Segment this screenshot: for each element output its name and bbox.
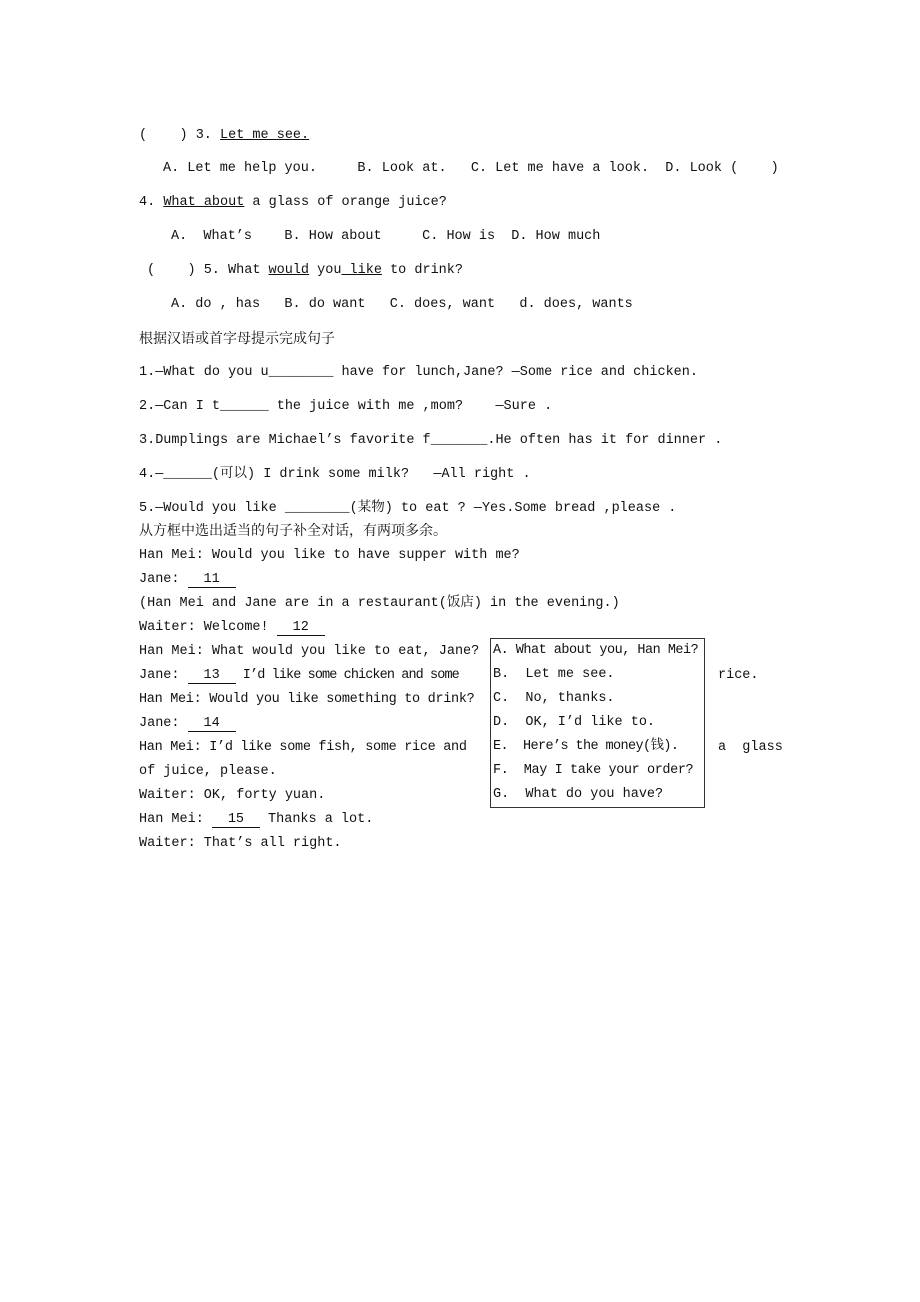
section-heading: 根据汉语或首字母提示完成句子 — [139, 331, 335, 347]
blank-14: 14 — [188, 716, 236, 732]
underlined-word: like — [341, 263, 382, 278]
blank-13: 13 — [188, 668, 236, 684]
question-rest: to drink? — [381, 263, 463, 278]
dialog-line: Waiter: That’s all right. — [139, 836, 342, 851]
speaker: Han Mei: — [139, 812, 212, 827]
blank-15: 15 — [212, 812, 260, 828]
dialog-line: of juice, please. — [139, 764, 277, 779]
option-e: E. Here’s the money(钱). — [493, 739, 679, 754]
blank-12: 12 — [277, 620, 325, 636]
dialog-text: Thanks a lot. — [259, 812, 374, 827]
option-b: B. Let me see. — [493, 667, 615, 682]
option-a: A. What about you, Han Mei? — [493, 643, 699, 658]
question-stem: Let me see. — [220, 128, 310, 143]
option-c: C. No, thanks. — [493, 691, 615, 706]
underlined-phrase: What about — [163, 195, 245, 210]
dialog-line: (Han Mei and Jane are in a restaurant(饭店) in the evening.) — [139, 596, 620, 611]
speaker: Waiter: Welcome! — [139, 620, 277, 635]
dialog-line — [139, 667, 459, 685]
sentence-5: 5.—Would you like ________(某物) to eat ? —Yes.Some bread ,please . — [139, 501, 677, 516]
question-mid: you — [309, 263, 342, 278]
dialog-line: Han Mei: Would you like something to drink? — [139, 692, 475, 707]
dialog-line: Han Mei: What would you like to eat, Jane? — [139, 644, 480, 659]
question-3-options: A. Let me help you. B. Look at. C. Let me have a look. D. Look ( ) — [163, 161, 779, 176]
question-3 — [139, 127, 309, 145]
sentence-2: 2.—Can I t______ the juice with me ,mom? —Sure . — [139, 399, 553, 414]
speaker: Jane: — [139, 716, 188, 731]
dialog-line: Han Mei: I’d like some fish, some rice and — [139, 740, 467, 755]
question-4 — [139, 194, 447, 212]
blank-11: 11 — [188, 572, 236, 588]
speaker: Jane: — [139, 572, 188, 587]
sentence-1: 1.—What do you u________ have for lunch,Jane? —Some rice and chicken. — [139, 365, 698, 380]
question-5-options: A. do , has B. do want C. does, want d. does, wants — [171, 297, 633, 312]
dialog-text: I’d like some chicken and some — [235, 668, 459, 683]
speaker: Jane: — [139, 668, 188, 683]
sentence-4: 4.—______(可以) I drink some milk? —All right . — [139, 467, 531, 482]
question-start: ( ) 5. What — [147, 263, 269, 278]
dialog-line: Han Mei: Would you like to have supper with me? — [139, 548, 520, 563]
underlined-word: would — [268, 263, 310, 278]
dialog-line: Waiter: OK, forty yuan. — [139, 788, 326, 803]
question-5 — [147, 262, 463, 280]
options-box — [490, 638, 705, 808]
option-g: G. What do you have? — [493, 787, 664, 802]
question-number: 4. — [139, 195, 164, 210]
section-instruction: 从方框中选出适当的句子补全对话，有两项多余。 — [139, 523, 447, 539]
dialog-line — [139, 811, 373, 829]
dialog-line — [139, 571, 236, 589]
dialog-line-wrap: a glass — [718, 740, 783, 755]
dialog-line — [139, 715, 236, 733]
option-f: F. May I take your order? — [493, 763, 694, 778]
dialog-line-wrap: rice. — [718, 668, 759, 683]
question-4-options: A. What’s B. How about C. How is D. How much — [171, 229, 601, 244]
question-rest: a glass of orange juice? — [244, 195, 447, 210]
answer-paren: ( ) 3. — [139, 128, 221, 143]
sentence-3: 3.Dumplings are Michael’s favorite f_______.He often has it for dinner . — [139, 433, 723, 448]
option-d: D. OK, I’d like to. — [493, 715, 656, 730]
dialog-line — [139, 619, 325, 637]
